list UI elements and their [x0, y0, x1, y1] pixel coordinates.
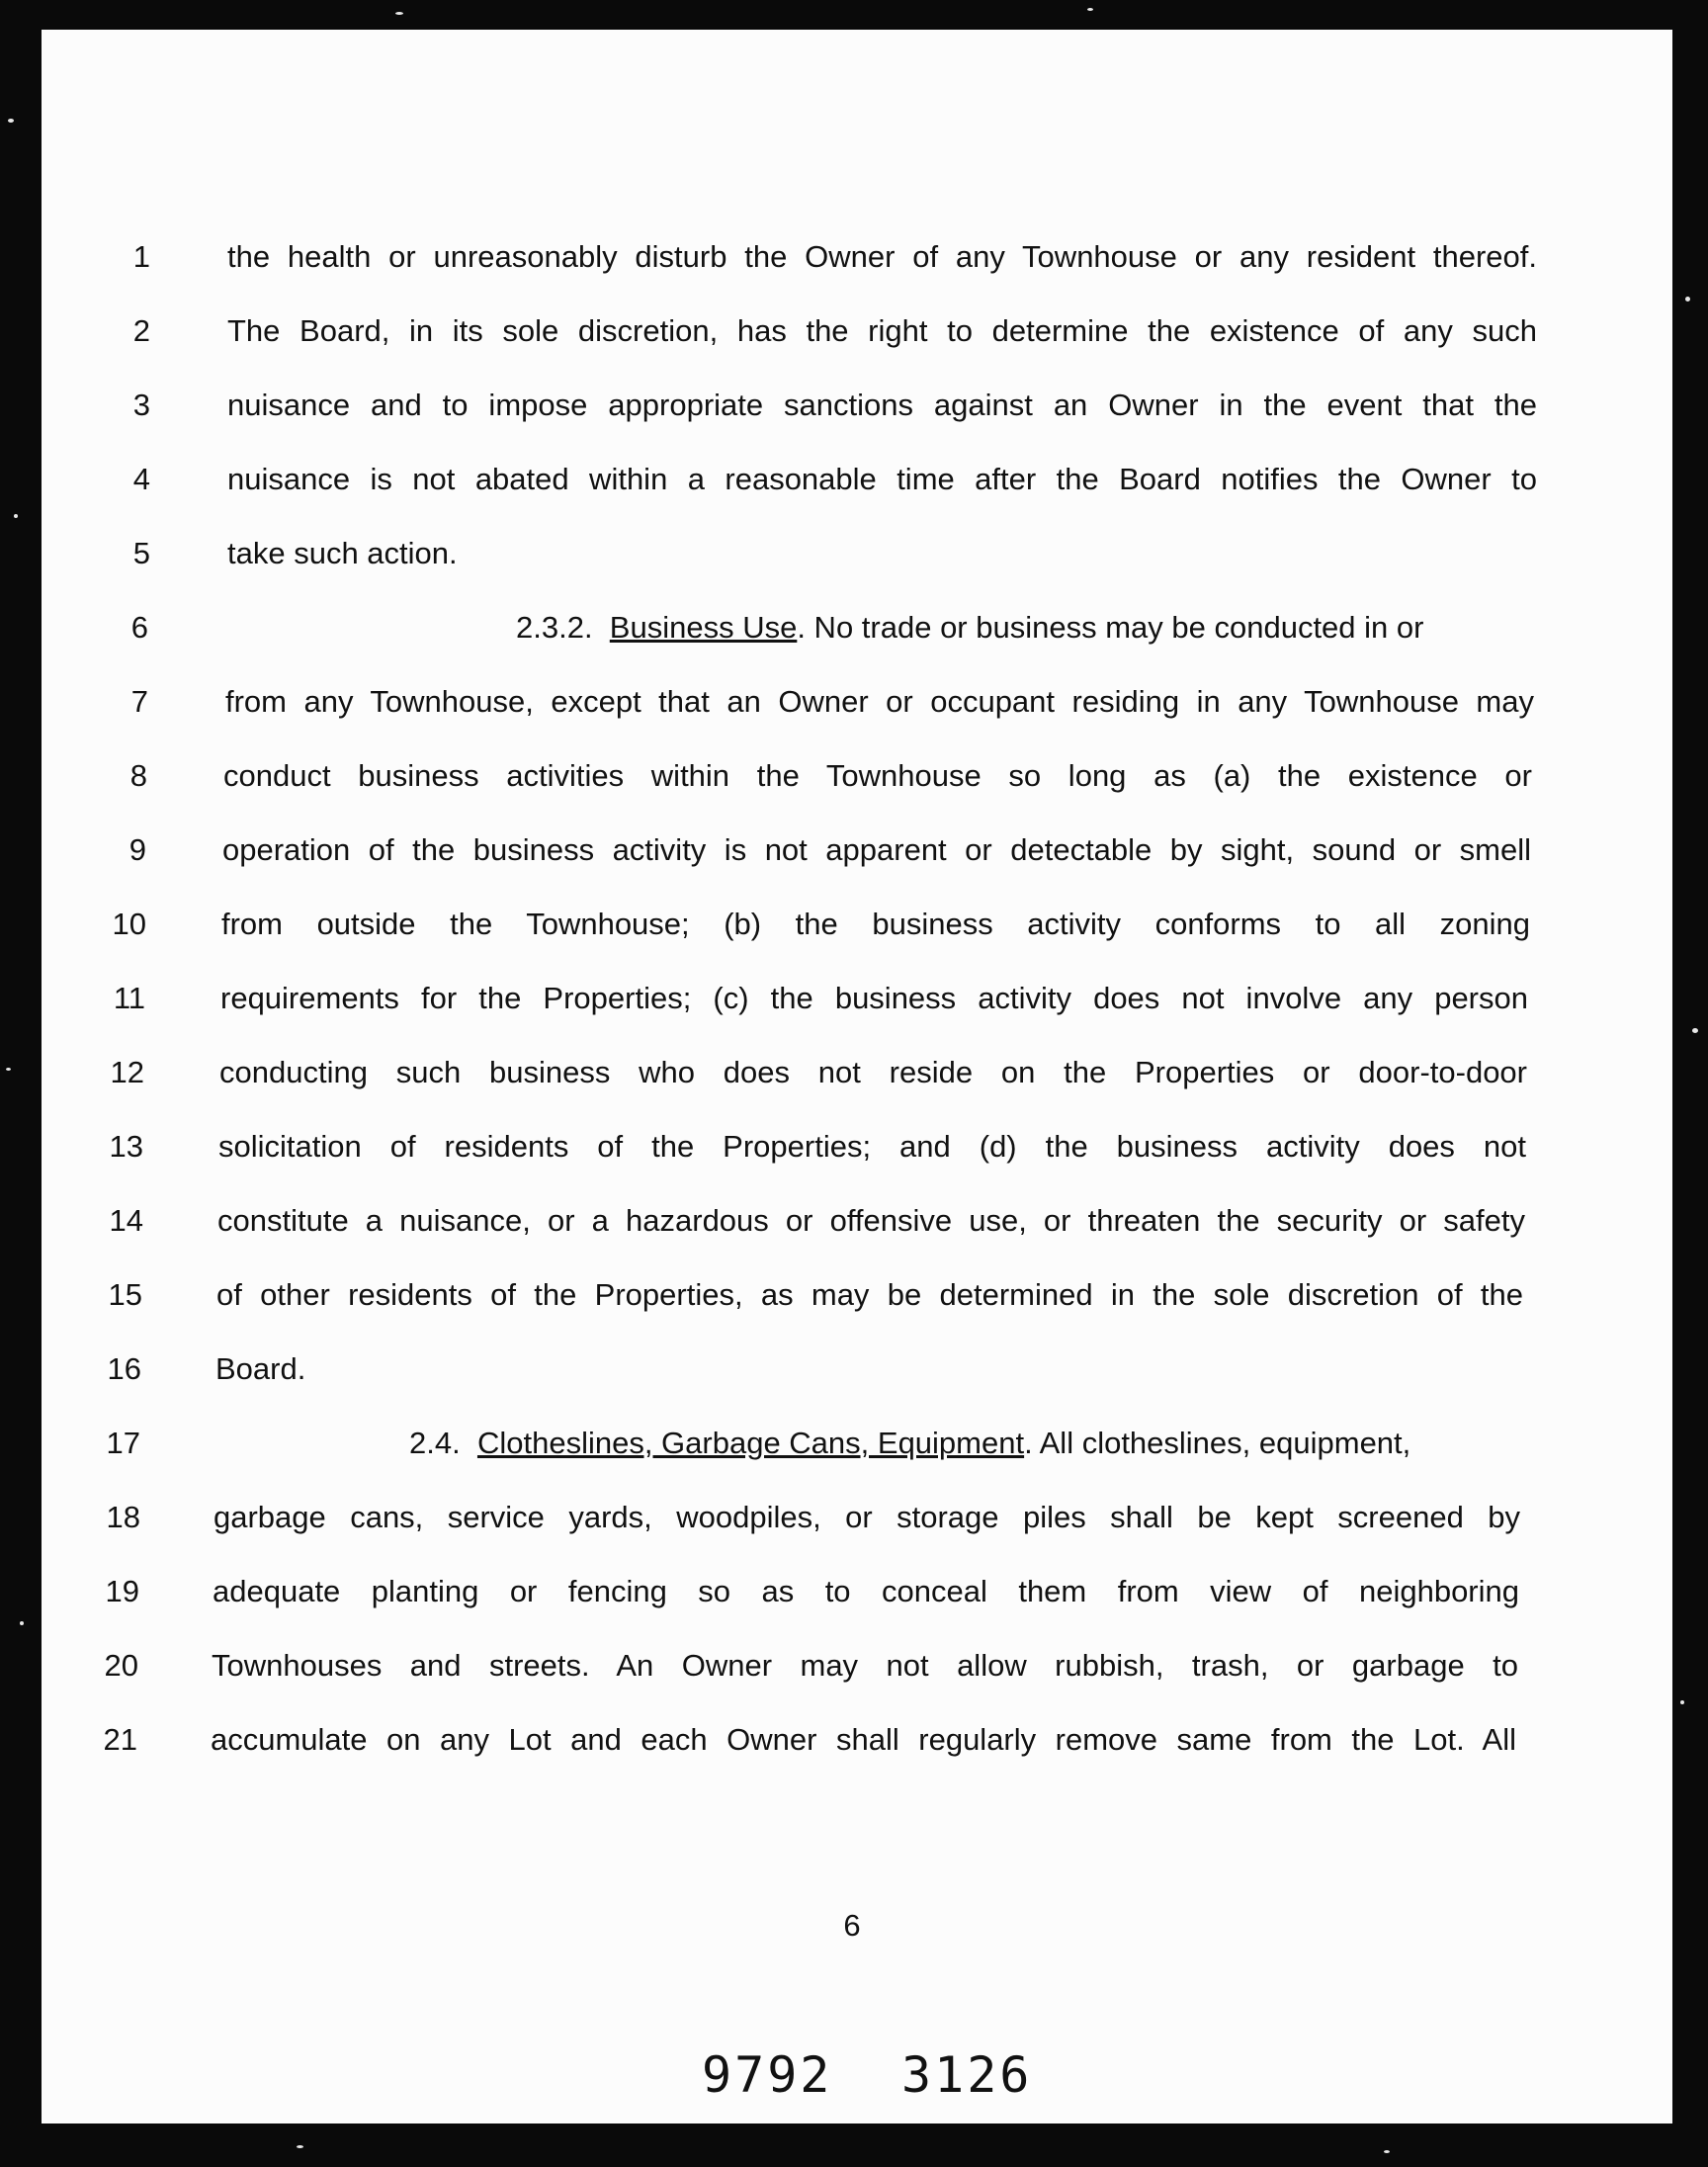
document-line	[42, 524, 1672, 583]
line-text: nuisance and to impose appropriate sanctions against an Owner in the event that the	[227, 388, 1537, 422]
line-text: conduct business activities within the Townhouse so long as (a) the existence or	[223, 758, 1532, 793]
section-number: 2.3.2.	[516, 610, 593, 645]
line-text: . All clotheslines, equipment,	[1024, 1426, 1411, 1460]
document-line	[42, 1191, 1672, 1251]
line-text: constitute a nuisance, or a hazardous or offensive use, or threaten the security or safety	[217, 1203, 1525, 1238]
document-line	[42, 821, 1672, 880]
line-number: 10	[112, 907, 146, 941]
line-number: 9	[128, 832, 146, 867]
line-number: 17	[106, 1426, 140, 1460]
line-number: 6	[130, 610, 148, 645]
section-number: 2.4.	[409, 1426, 461, 1460]
scan-speck	[395, 12, 403, 15]
line-text: of other residents of the Properties, as may be determined in the sole discretion of the	[216, 1277, 1523, 1312]
scan-speck	[1680, 1700, 1684, 1704]
line-number: 12	[110, 1055, 144, 1089]
document-line	[42, 227, 1672, 287]
line-text: requirements for the Properties; (c) the business activity does not involve any person	[220, 981, 1528, 1015]
line-text: Board.	[215, 1351, 306, 1386]
document-line	[42, 672, 1672, 732]
document-line	[42, 1340, 1672, 1399]
scan-speck	[1384, 2150, 1390, 2153]
line-text: operation of the business activity is not apparent or detectable by sight, sound or smell	[222, 832, 1531, 867]
line-text: the health or unreasonably disturb the Owner of any Townhouse or any resident thereof.	[227, 239, 1537, 274]
document-line	[42, 450, 1672, 509]
section-title: Clotheslines, Garbage Cans, Equipment	[476, 1426, 1025, 1460]
recording-stamp-page: 3126	[901, 2046, 1033, 2104]
recording-stamp-book: 9792	[702, 2046, 833, 2104]
line-number: 13	[109, 1129, 143, 1164]
line-number: 4	[132, 462, 150, 496]
document-line	[42, 969, 1672, 1028]
document-line	[42, 1043, 1672, 1102]
document-line	[42, 1562, 1672, 1621]
page-number: 6	[843, 1908, 861, 1943]
line-number: 14	[109, 1203, 143, 1238]
document-line	[42, 1488, 1672, 1547]
scan-speck	[14, 514, 18, 518]
line-text: . No trade or business may be conducted in or	[797, 610, 1424, 645]
line-number: 18	[106, 1500, 140, 1534]
line-text: accumulate on any Lot and each Owner shall regularly remove same from the Lot. All	[211, 1722, 1516, 1757]
scan-speck	[297, 2145, 303, 2148]
document-line	[42, 1265, 1672, 1325]
document-line	[42, 598, 1672, 657]
line-text: conducting such business who does not reside on the Properties or door-to-door	[219, 1055, 1527, 1089]
line-text: garbage cans, service yards, woodpiles, or storage piles shall be kept screened by	[214, 1500, 1520, 1534]
line-text: adequate planting or fencing so as to conceal them from view of neighboring	[213, 1574, 1519, 1608]
line-text: Townhouses and streets. An Owner may not allow rubbish, trash, or garbage to	[212, 1648, 1518, 1683]
line-number: 8	[129, 758, 147, 793]
line-number: 5	[132, 536, 150, 570]
document-line	[42, 1414, 1672, 1473]
document-page	[42, 30, 1672, 2124]
scan-speck	[1685, 297, 1690, 302]
section-heading-line	[409, 1414, 1410, 1473]
scan-speck	[6, 1068, 11, 1071]
section-heading-line	[516, 598, 1423, 657]
line-number: 21	[103, 1722, 137, 1757]
document-line	[42, 1710, 1672, 1770]
line-text: solicitation of residents of the Properties; and (d) the business activity does not	[218, 1129, 1526, 1164]
line-number: 7	[130, 684, 148, 719]
document-line	[42, 746, 1672, 806]
line-text: from any Townhouse, except that an Owner or occupant residing in any Townhouse may	[225, 684, 1534, 719]
scan-speck	[1087, 8, 1093, 11]
document-line	[42, 1117, 1672, 1176]
line-number: 20	[104, 1648, 138, 1683]
line-text: The Board, in its sole discretion, has the right to determine the existence of any such	[227, 313, 1537, 348]
scan-speck	[8, 119, 14, 123]
document-line	[42, 376, 1672, 435]
section-title: Business Use	[609, 610, 798, 645]
line-number: 15	[108, 1277, 142, 1312]
document-line	[42, 1636, 1672, 1695]
line-text: from outside the Townhouse; (b) the business activity conforms to all zoning	[221, 907, 1530, 941]
line-number: 3	[132, 388, 150, 422]
line-number: 16	[107, 1351, 141, 1386]
document-line	[42, 895, 1672, 954]
line-text: take such action.	[227, 536, 458, 570]
scan-speck	[1692, 1028, 1698, 1033]
line-number: 19	[105, 1574, 139, 1608]
scan-speck	[20, 1621, 24, 1625]
line-number: 1	[132, 239, 150, 274]
line-number: 2	[132, 313, 150, 348]
document-line	[42, 302, 1672, 361]
line-text: nuisance is not abated within a reasonable time after the Board notifies the Owner to	[227, 462, 1537, 496]
line-number: 11	[113, 981, 145, 1015]
